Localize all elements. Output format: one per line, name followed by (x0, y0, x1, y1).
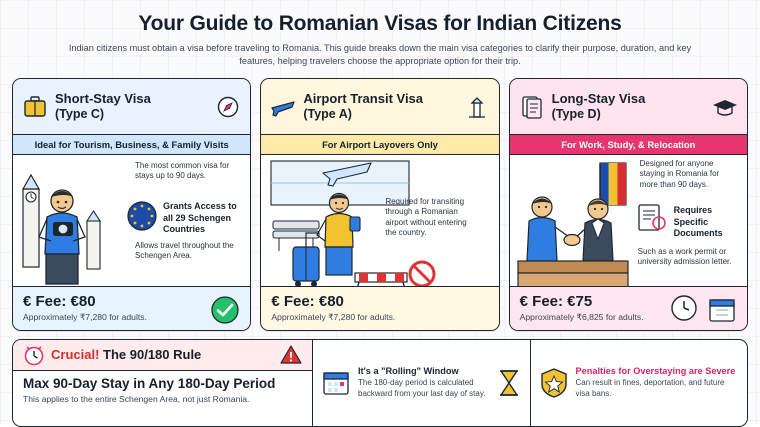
fee-sub: Approximately ₹6,825 for adults. (519, 311, 644, 322)
note-requires-docs: Requires Specific Documents (673, 204, 723, 239)
card-short-stay-fee (13, 286, 250, 330)
card-airport-transit[interactable] (260, 78, 499, 331)
card-airport-transit-title: Airport Transit Visa (Type A) (303, 91, 424, 121)
page-subtitle: Indian citizens must obtain a visa before traveling to Romania. This guide breaks down the main visa categories to clarify their purpose, duration, and key features, helping travelers choose the appropriate option for their trip. (68, 43, 692, 67)
note-schengen-detail: Allows travel throughout the Schengen Area. (135, 240, 234, 261)
card-short-stay-band: Ideal for Tourism, Business, & Family Visits (13, 134, 250, 155)
stamped-document-icon (636, 203, 670, 233)
hourglass-icon (496, 368, 522, 398)
card-airport-transit-header (261, 79, 498, 134)
control-tower-icon (464, 94, 490, 120)
police-badge-icon (539, 367, 569, 399)
card-short-stay-header (13, 79, 250, 134)
card-long-stay-fee (510, 286, 747, 330)
penalties-text (576, 366, 740, 399)
card-airport-transit-band: For Airport Layovers Only (261, 134, 498, 155)
fee-sub: Approximately ₹7,280 for adults. (23, 311, 147, 322)
card-long-stay-body (510, 155, 747, 286)
handshake-illustration (512, 157, 642, 286)
rule-panel-left (13, 340, 313, 426)
card-airport-transit-body (261, 155, 498, 286)
graduation-cap-icon (712, 94, 738, 120)
rule-panel (12, 339, 748, 427)
traveler-illustration (15, 159, 130, 286)
penalties-body: Can result in fines, deportation, and future visa bans. (575, 378, 725, 398)
rolling-window-text (358, 366, 489, 399)
card-short-stay-title: Short-Stay Visa (Type C) (55, 91, 151, 121)
card-long-stay-title: Long-Stay Visa (Type D) (551, 91, 646, 121)
barrier-icon (349, 267, 415, 286)
warning-triangle-icon (280, 344, 302, 366)
alarm-clock-icon (23, 344, 45, 366)
cell-rolling-window (313, 340, 530, 426)
eu-stars-icon (125, 199, 159, 233)
page-title: Your Guide to Romanian Visas for Indian Citizens (138, 12, 622, 35)
compass-icon (215, 94, 241, 120)
calendar-icon (707, 295, 737, 325)
note-schengen-access: Grants Access to all 29 Schengen Countries (163, 200, 237, 235)
visa-cards-row (12, 78, 748, 331)
suitcase-icon (22, 94, 48, 120)
card-short-stay-body (13, 155, 250, 286)
rule-headline: Max 90-Day Stay in Any 180-Day Period (23, 375, 276, 391)
note-docs-detail: Such as a work permit or university admission letter. (637, 246, 732, 267)
check-badge-icon (208, 293, 242, 327)
rolling-window-body: The 180-day period is calculated backward from your last day of stay. (358, 378, 486, 398)
fee-amount: € Fee: €80 (23, 292, 96, 310)
calendar-rolling-icon (321, 368, 351, 398)
fee-amount: € Fee: €75 (519, 292, 593, 310)
note-transit: Required for transiting through a Romanian airport without entering the country. (385, 196, 467, 238)
note-long-stay: Designed for anyone staying in Romania for more than 90 days. (639, 158, 720, 189)
fee-sub: Approximately ₹7,280 for adults. (271, 311, 396, 322)
card-airport-transit-fee (261, 286, 498, 330)
card-long-stay[interactable] (509, 78, 748, 331)
note-common-visa: The most common visa for stays up to 90 days. (135, 160, 230, 181)
rule-subtext: This applies to the entire Schengen Area, not just Romania. (23, 393, 250, 404)
documents-icon (519, 94, 545, 120)
card-short-stay[interactable] (12, 78, 251, 331)
card-long-stay-band: For Work, Study, & Relocation (510, 134, 747, 155)
card-long-stay-header (510, 79, 747, 134)
airplane-icon (270, 94, 296, 120)
rolling-window-heading: It's a "Rolling" Window (358, 366, 459, 377)
crucial-banner (13, 340, 312, 371)
fee-amount: € Fee: €80 (271, 292, 344, 310)
cell-penalties (530, 340, 748, 426)
penalties-heading: Penalties for Overstaying are Severe (575, 366, 736, 377)
clock-icon (669, 293, 699, 323)
crucial-title: Crucial! The 90/180 Rule (51, 347, 202, 363)
